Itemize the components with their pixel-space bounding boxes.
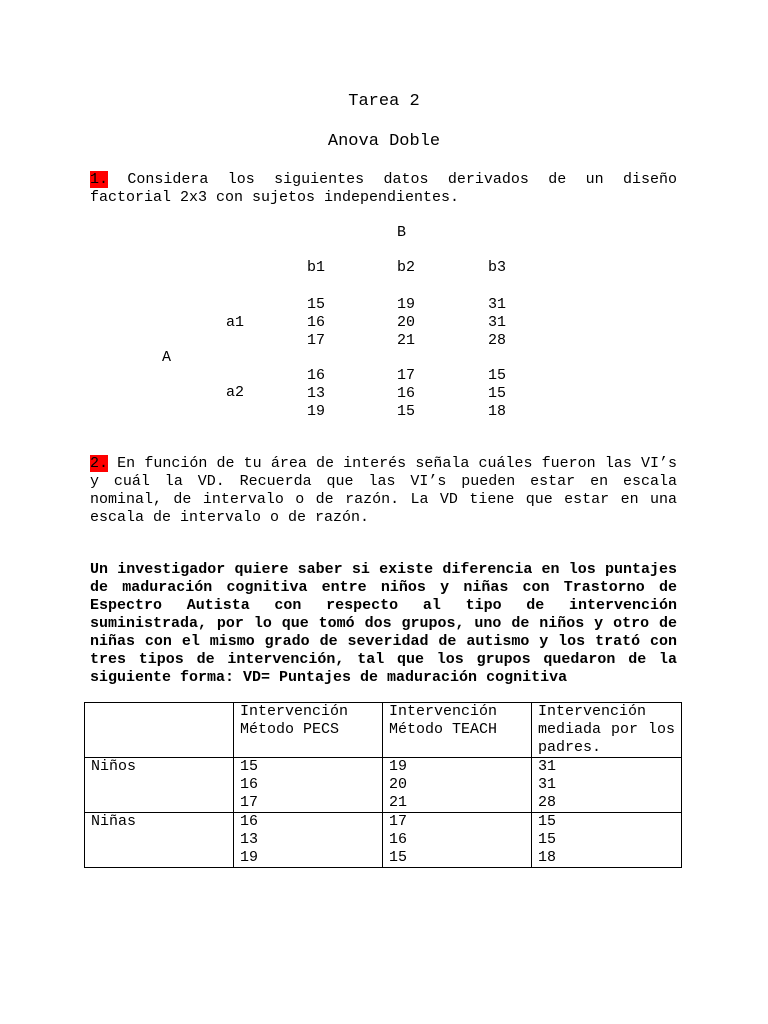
factor-b-label: B [397, 224, 407, 241]
table-header-row [85, 703, 682, 758]
b-level-1: b1 [307, 259, 326, 276]
question-2 [90, 455, 677, 527]
table-header-parents: Intervención mediada por los padres. [532, 703, 682, 758]
a2-b2-values: 17 16 15 [397, 367, 416, 420]
question-1-number: 1. [90, 171, 109, 188]
data-table [84, 702, 682, 868]
table-header-teach: Intervención Método TEACH [383, 703, 532, 758]
question-1 [90, 171, 677, 207]
a1-b3-values: 31 31 28 [488, 296, 507, 349]
question-2-text: En función de tu área de interés señala cuáles fueron las VI’s y cuál la VD. Recuerda que las VI’s pueden estar en escala nominal, de intervalo o de razón. La VD tiene que estar en una escala de intervalo o de razón. [90, 455, 677, 526]
table-row [85, 813, 682, 868]
table-cell: 19 20 21 [383, 758, 532, 813]
a1-label: a1 [226, 314, 245, 331]
question-2-number: 2. [90, 455, 109, 472]
table-header-empty [85, 703, 234, 758]
factor-a-label: A [162, 349, 172, 366]
a1-b2-values: 19 20 21 [397, 296, 416, 349]
b-level-3: b3 [488, 259, 507, 276]
row-label-ninas: Niñas [85, 813, 234, 868]
table-cell: 16 13 19 [234, 813, 383, 868]
a2-b1-values: 16 13 19 [307, 367, 326, 420]
page-title: Tarea 2 [348, 92, 420, 111]
table-header-pecs: Intervención Método PECS [234, 703, 383, 758]
research-description: Un investigador quiere saber si existe diferencia en los puntajes de maduración cognitiva entre niños y niñas con Trastorno de Espectro Autista con respecto al tipo de intervención suministrada, por lo que tomó dos grupos, uno de niños y otro de niñas con el mismo grado de severidad de autismo y los trató con tres tipos de intervención, tal que los grupos quedaron de la siguiente forma: VD= Puntajes de maduración cognitiva [90, 561, 677, 686]
table-cell: 15 15 18 [532, 813, 682, 868]
table-row [85, 758, 682, 813]
a1-b1-values: 15 16 17 [307, 296, 326, 349]
row-label-ninos: Niños [85, 758, 234, 813]
table-cell: 31 31 28 [532, 758, 682, 813]
question-1-text: Considera los siguientes datos derivados de un diseño factorial 2x3 con sujetos independientes. [90, 171, 677, 206]
table-cell: 17 16 15 [383, 813, 532, 868]
table-cell: 15 16 17 [234, 758, 383, 813]
a2-b3-values: 15 15 18 [488, 367, 507, 420]
a2-label: a2 [226, 384, 245, 401]
b-level-2: b2 [397, 259, 416, 276]
page-subtitle: Anova Doble [327, 132, 441, 151]
